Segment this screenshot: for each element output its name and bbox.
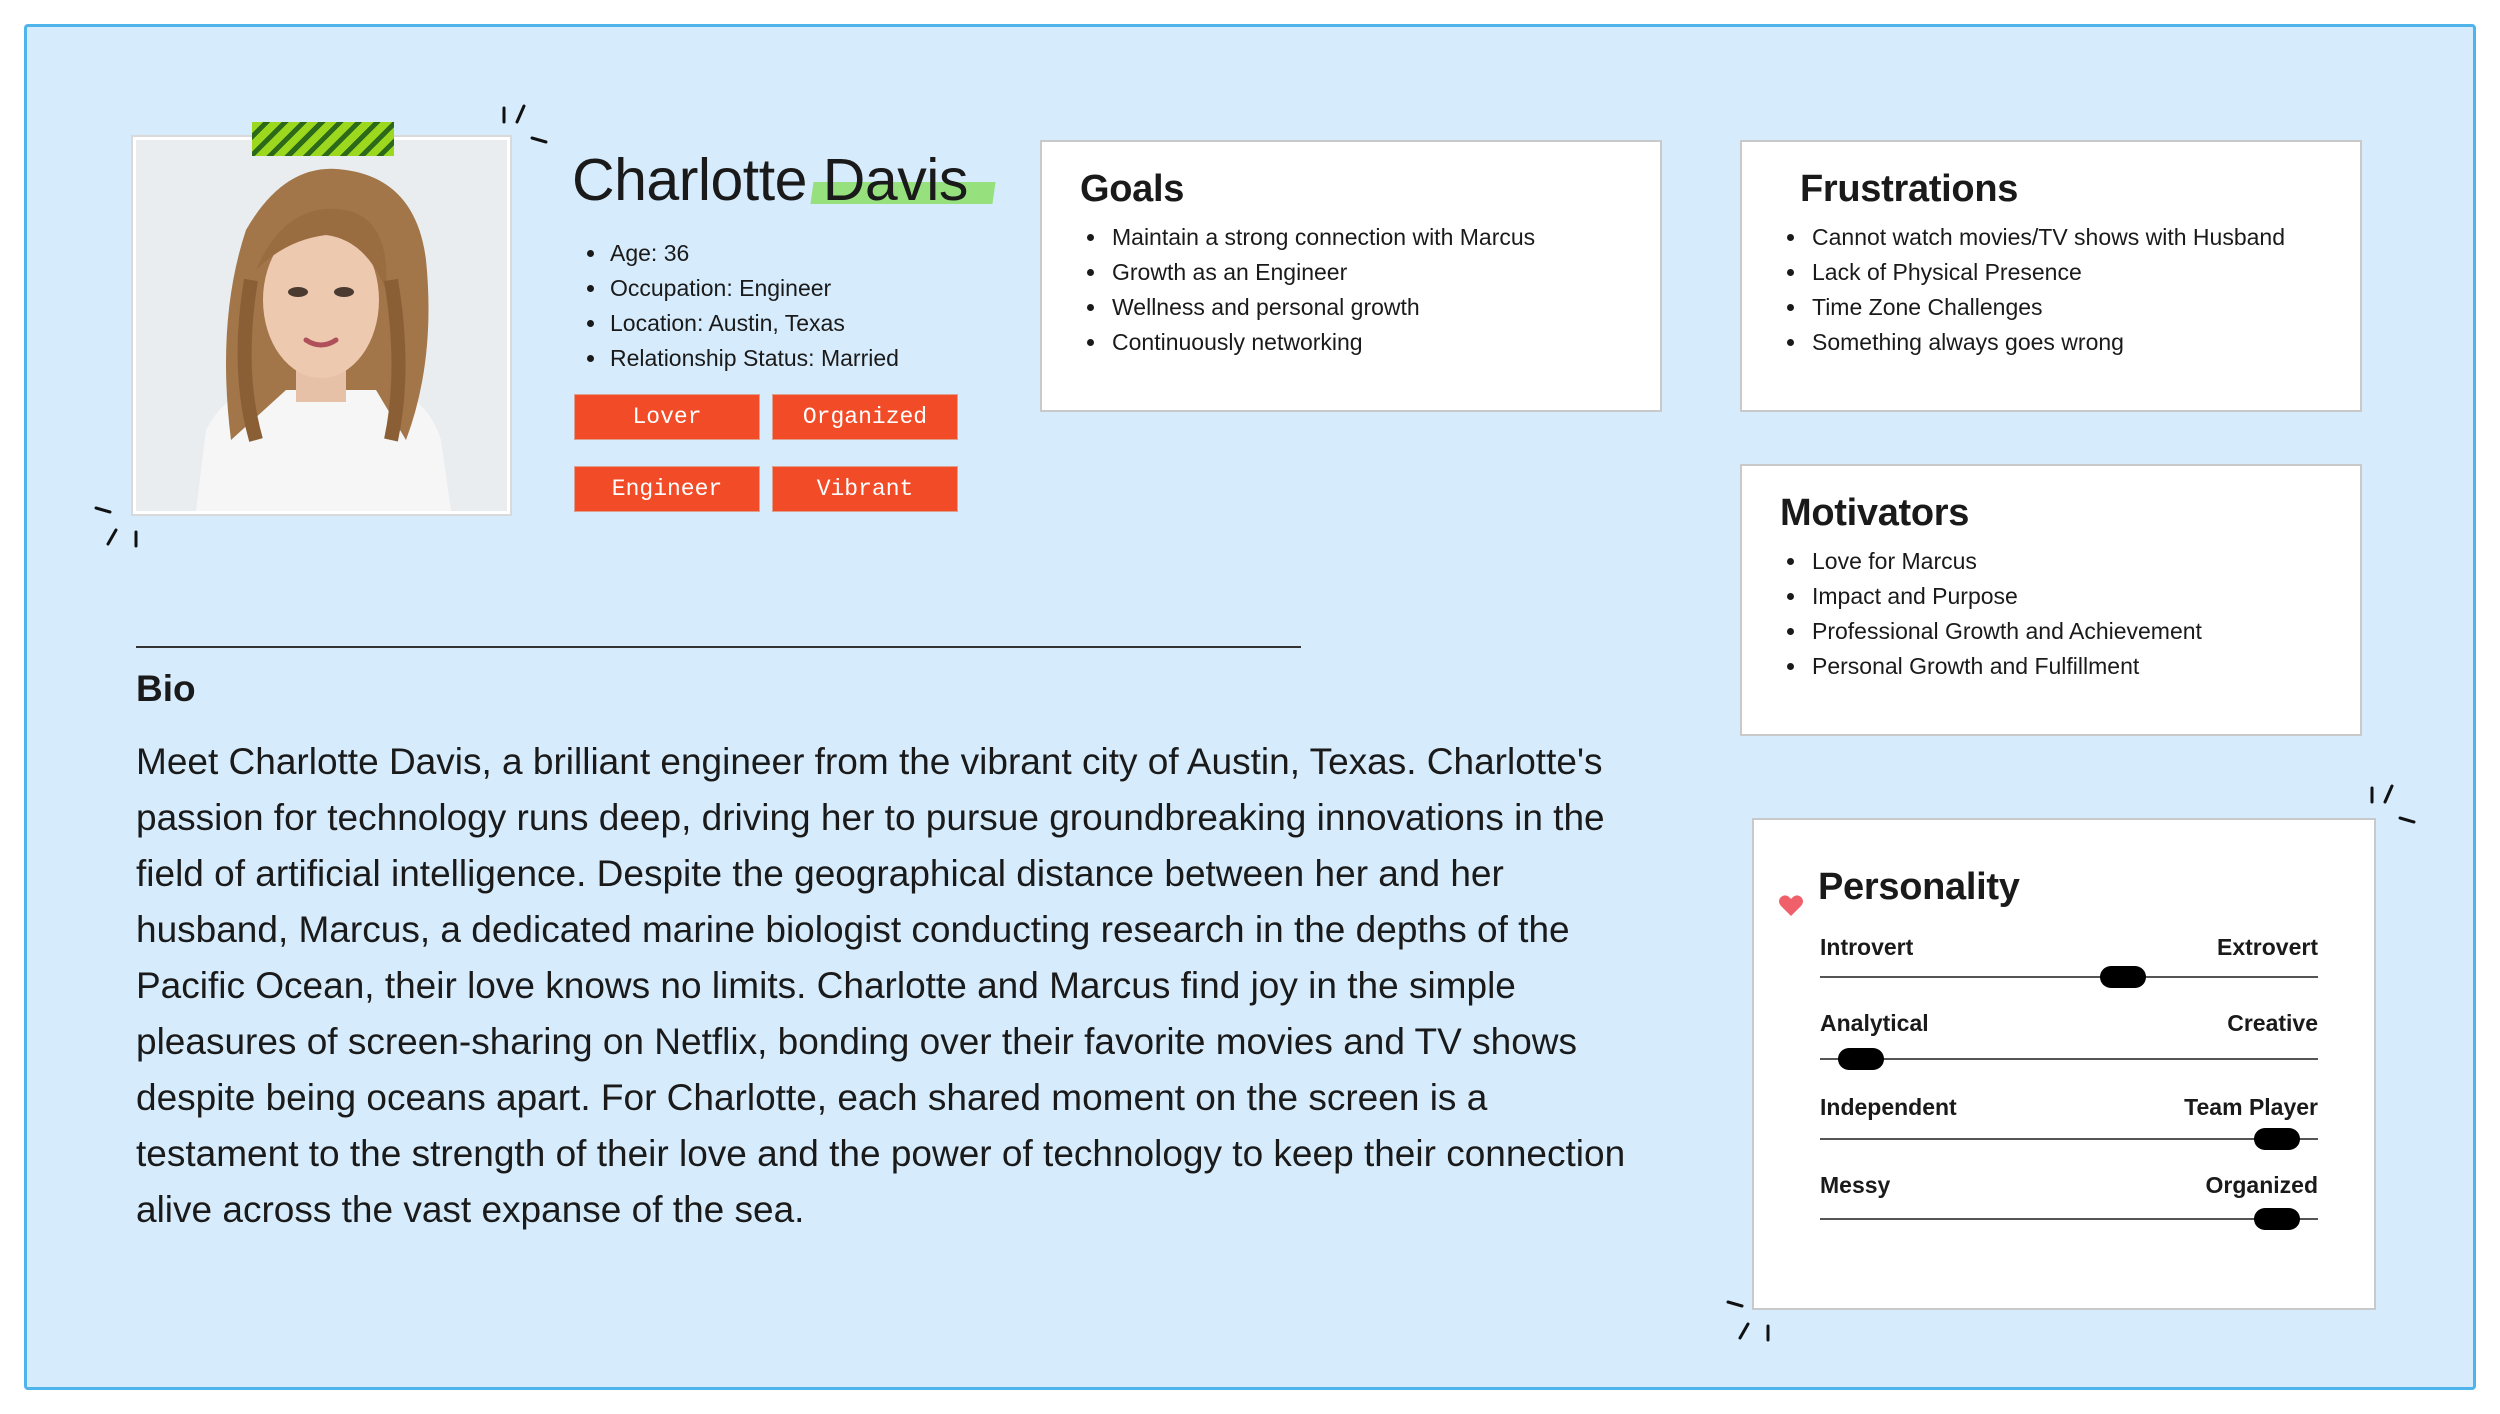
heart-icon [1778, 894, 1804, 918]
persona-details [590, 236, 899, 376]
persona-photo [133, 137, 510, 514]
detail-location: • Location: Austin, Texas [608, 306, 899, 341]
tape-decoration [252, 122, 394, 156]
list-item: • Wellness and personal growth [1108, 290, 1535, 325]
list-item: • Love for Marcus [1808, 544, 2202, 579]
personality-trait [1820, 1172, 2318, 1199]
persona-name: Charlotte Davis [572, 147, 968, 213]
trait-slider-track[interactable] [1820, 1218, 2318, 1220]
trait-right-label: Creative [2227, 1010, 2318, 1036]
trait-left-label: Analytical [1820, 1010, 1929, 1036]
trait-labels [1820, 934, 2318, 961]
trait-labels [1820, 1094, 2318, 1121]
trait-slider-knob[interactable] [2254, 1128, 2300, 1150]
trait-labels [1820, 1172, 2318, 1199]
trait-left-label: Messy [1820, 1172, 1891, 1198]
detail-occupation: • Occupation: Engineer [608, 271, 899, 306]
list-item: • Growth as an Engineer [1108, 255, 1535, 290]
trait-slider-knob[interactable] [2254, 1208, 2300, 1230]
list-item: • Lack of Physical Presence [1808, 255, 2285, 290]
list-item: • Time Zone Challenges [1808, 290, 2285, 325]
bio-title: Bio [136, 668, 196, 709]
bio-divider [136, 646, 1301, 648]
list-item: • Something always goes wrong [1808, 325, 2285, 360]
motivators-title: Motivators [1780, 492, 1970, 534]
personality-title: Personality [1818, 866, 2020, 908]
tag-engineer: Engineer [574, 466, 760, 512]
personality-trait [1820, 934, 2318, 961]
list-item: • Personal Growth and Fulfillment [1808, 649, 2202, 684]
personality-trait [1820, 1010, 2318, 1037]
list-item: • Professional Growth and Achievement [1808, 614, 2202, 649]
trait-right-label: Organized [2205, 1172, 2318, 1198]
motivators-list [1790, 544, 2202, 684]
trait-slider-knob[interactable] [2100, 966, 2146, 988]
frustrations-card [1740, 140, 2362, 412]
list-item: • Continuously networking [1108, 325, 1535, 360]
tag-vibrant: Vibrant [772, 466, 958, 512]
list-item: • Cannot watch movies/TV shows with Husband [1808, 220, 2285, 255]
frustrations-title: Frustrations [1800, 168, 2019, 210]
trait-right-label: Extrovert [2217, 934, 2318, 960]
frustrations-list [1790, 220, 2285, 360]
trait-left-label: Independent [1820, 1094, 1957, 1120]
trait-right-label: Team Player [2184, 1094, 2318, 1120]
list-item: • Maintain a strong connection with Marcus [1108, 220, 1535, 255]
trait-left-label: Introvert [1820, 934, 1914, 960]
tag-lover: Lover [574, 394, 760, 440]
detail-relationship: • Relationship Status: Married [608, 341, 899, 376]
trait-slider-track[interactable] [1820, 1058, 2318, 1060]
goals-card [1040, 140, 1662, 412]
goals-list [1090, 220, 1535, 360]
personality-trait [1820, 1094, 2318, 1121]
motivators-card [1740, 464, 2362, 736]
list-item: • Impact and Purpose [1808, 579, 2202, 614]
detail-age: • Age: 36 [608, 236, 899, 271]
trait-labels [1820, 1010, 2318, 1037]
tag-organized: Organized [772, 394, 958, 440]
trait-slider-knob[interactable] [1838, 1048, 1884, 1070]
bio-text: Meet Charlotte Davis, a brilliant engineer from the vibrant city of Austin, Texas. Charlotte's passion for technology runs deep, driving her to pursue groundbreaking innovations in the field of artificial intelligence. Despite the geographical distance between her and her husband, Marcus, a dedicated marine biologist conducting research in the depths of the Pacific Ocean, their love knows no limits. Charlotte and Marcus find joy in the simple pleasures of screen-sharing on Netflix, bonding over their favorite movies and TV shows despite being oceans apart. For Charlotte, each shared moment on the screen is a testament to the strength of their love and the power of technology to keep their connection alive across the vast expanse of the sea. [136, 741, 1626, 1230]
trait-slider-track[interactable] [1820, 1138, 2318, 1140]
goals-title: Goals [1080, 168, 1185, 210]
trait-slider-track[interactable] [1820, 976, 2318, 978]
